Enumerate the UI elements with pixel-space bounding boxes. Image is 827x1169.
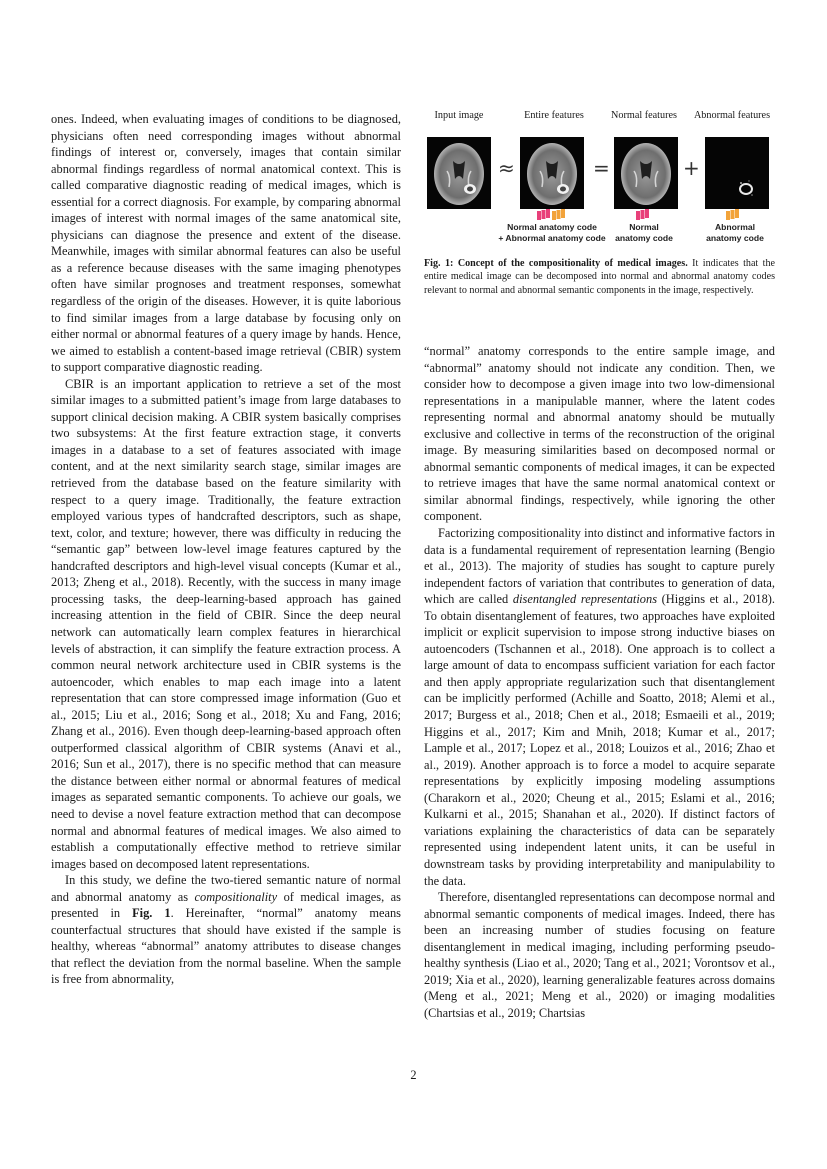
entire-features-image xyxy=(520,137,584,209)
caption-label: Fig. 1: Concept of the compositionality of medical images. xyxy=(424,258,688,269)
plus-operator: + xyxy=(683,156,700,180)
input-brain-image xyxy=(427,137,491,209)
paragraph: Factorizing compositionality into distinct and informative factors in data is a fundamental requirement of representation learning (Bengio et al., 2013). The majority of studies has sought to capture purely independent factors of variation that contributes to generation of data, which are called disentangled representations (Higgins et al., 2018). To obtain disentanglement of features, two approaches have exploited implicit or explicit supervision to impose strong inductive biases on autoencoders (Tschannen et al., 2018). One approach is to collect a large amount of data to encompass sufficient variation for each factor and then apply appropriate regularization such that disentanglement can be implicitly performed (Achille and Soatto, 2018; Alemi et al., 2017; Burgess et al., 2018; Chen et al., 2018; Esmaeili et al., 2019; Higgins et al., 2017; Kim and Mnih, 2018; Kumar et al., 2017; Lample et al., 2017; Lopez et al., 2018; Louizos et al., 2016; Zhao et al., 2019). Another approach is to force a model to acquire separate representations by explicitly imposing modeling assumptions (Charakorn et al., 2020; Cheung et al., 2015; Eslami et al., 2016; Kulkarni et al., 2015; Shanahan et al., 2020). If distinct factors of variations explaining the characteristics of data can be separately represented using independent latent units, it can be useful in downstream tasks by providing interpretability and manipulability to the data. xyxy=(424,526,775,888)
normal-code-icon xyxy=(636,208,652,221)
page-number: 2 xyxy=(410,1068,417,1082)
code-label-normal: Normal anatomy code xyxy=(615,222,673,243)
figure-reference-link[interactable]: Fig. 1 xyxy=(132,906,171,921)
paragraph: “normal” anatomy corresponds to the entire sample image, and “abnormal” anatomy should not indicate any condition. Then, we consider how to decompose a given image into two low-dimensional representations in a manipulable manner, where the latent codes representing normal and abnormal anatomy should be mutually exclusive and collective in terms of the reconstruction of the original image. By measuring similarities based on decomposed normal or abnormal semantic components of medical images, it can be expected to retrieve images that have the same normal anatomical context or similar abnormal findings, respectively, while ignoring the other component. xyxy=(424,344,775,524)
equals-operator: = xyxy=(593,156,610,180)
paragraph: Therefore, disentangled representations can decompose normal and abnormal semantic components of medical images. Indeed, there has been an increasing number of studies focusing on feature disentanglement in medical imaging, including performing pseudo-healthy synthesis (Liao et al., 2020; Tang et al., 2021; Vorontsov et al., 2019; Xia et al., 2020), learning generalizable features across domains (Meng et al., 2021; Meng et al., 2020) or imaging modalities (Chartsias et al., 2019; Chartsias xyxy=(424,890,775,1020)
label-entire-features: Entire features xyxy=(524,110,584,121)
label-normal-features: Normal features xyxy=(611,110,677,121)
right-column xyxy=(424,343,775,1021)
figure-caption xyxy=(424,257,775,297)
label-input-image: Input image xyxy=(434,110,484,121)
figure-1 xyxy=(424,110,775,250)
left-column xyxy=(51,111,401,988)
paragraph: ones. Indeed, when evaluating images of conditions to be diagnosed, physicians often need corresponding images without abnormal findings of interest or, conversely, images that contain similar abnormal findings regardless of normal anatomical context. This is called comparative diagnostic reading of medical images, which is essential for a correct diagnosis. For example, by comparing abnormal images of interest with normal images of the same anatomical site, physicians can diagnose the presence and extent of the disease. Meanwhile, images with similar abnormal features can also be useful as a reference because diseases with the same imaging phenotypes often have similar prognoses and treatment responses, somewhat regardless of the origin of the diseases. However, it is quite laborious to find similar images from a large database by focusing only on either normal or abnormal features of a query image by hands. Hence, we aimed to establish a content-based image retrieval (CBIR) system to support comparative diagnostic reading. xyxy=(51,112,401,375)
code-label-abnormal: Abnormal anatomy code xyxy=(706,222,764,243)
approx-operator: ≈ xyxy=(498,156,515,180)
normal-abnormal-code-icon xyxy=(537,208,567,221)
normal-features-image xyxy=(614,137,678,209)
paragraph: CBIR is an important application to retrieve a set of the most similar images to a submitted patient’s image from large databases to support clinical decision making. A CBIR system basically comprises two subsystems: At the first feature extraction stage, it converts images in a database to a set of features associated with image content, and at the next similarity search stage, similar images are retrieved from the database based on the feature similarity with respect to a query image. Traditionally, the feature extraction employed various types of handcrafted descriptors, such as shape, text, color, and texture; however, there was difficulty in reducing the “semantic gap” between low-level image features captured by the handcrafted descriptors and high-level visual concepts (Kumar et al., 2013; Zheng et al., 2018). Recently, with the success in many image processing tasks, the deep-learning-based approach has gained increasing attention in the field of CBIR. Since the deep neural network can automatically learn complex features in hierarchical levels of abstraction, it can simplify the feature extraction process. A common neural network architecture used in CBIR systems is the autoencoder, which enables to map each image into a latent representation that can store compressed image information (Guo et al., 2015; Liu et al., 2016; Song et al., 2018; Xu and Fang, 2016; Zhang et al., 2016). Even though deep-learning-based approach often outperformed classical algorithm of CBIR systems (Anavi et al., 2016; Sun et al., 2017), there is no specific method that can measure the distance between either normal or abnormal features of medical images as separated semantic components. To achieve our goals, we need to devise a novel feature extraction method that can decompose normal and abnormal features of medical images. We also aimed to establish a computationally effective method to retrieve similar images based on decomposed latent representations. xyxy=(51,376,401,871)
paragraph: In this study, we define the two-tiered semantic nature of normal and abnormal anatomy as compositionality of medical images, as presented in Fig. 1. Hereinafter, “normal” anatomy means counterfactual structures that should have existed if the sample is healthy, whereas “abnormal” anatomy attributes to disease changes that reflect the deviation from the normal baseline. When the sample is free from abnormality, xyxy=(51,873,401,987)
abnormal-code-icon xyxy=(726,208,742,221)
label-abnormal-features: Abnormal features xyxy=(693,110,771,121)
code-label-entire: Normal anatomy code + Abnormal anatomy code xyxy=(498,222,606,243)
caption-text: It indicates that the entire medical image can be decomposed into normal and abnormal anatomy codes relevant to normal and abnormal semantic components in the image, respectively. xyxy=(424,258,776,296)
abnormal-features-image xyxy=(705,137,769,209)
